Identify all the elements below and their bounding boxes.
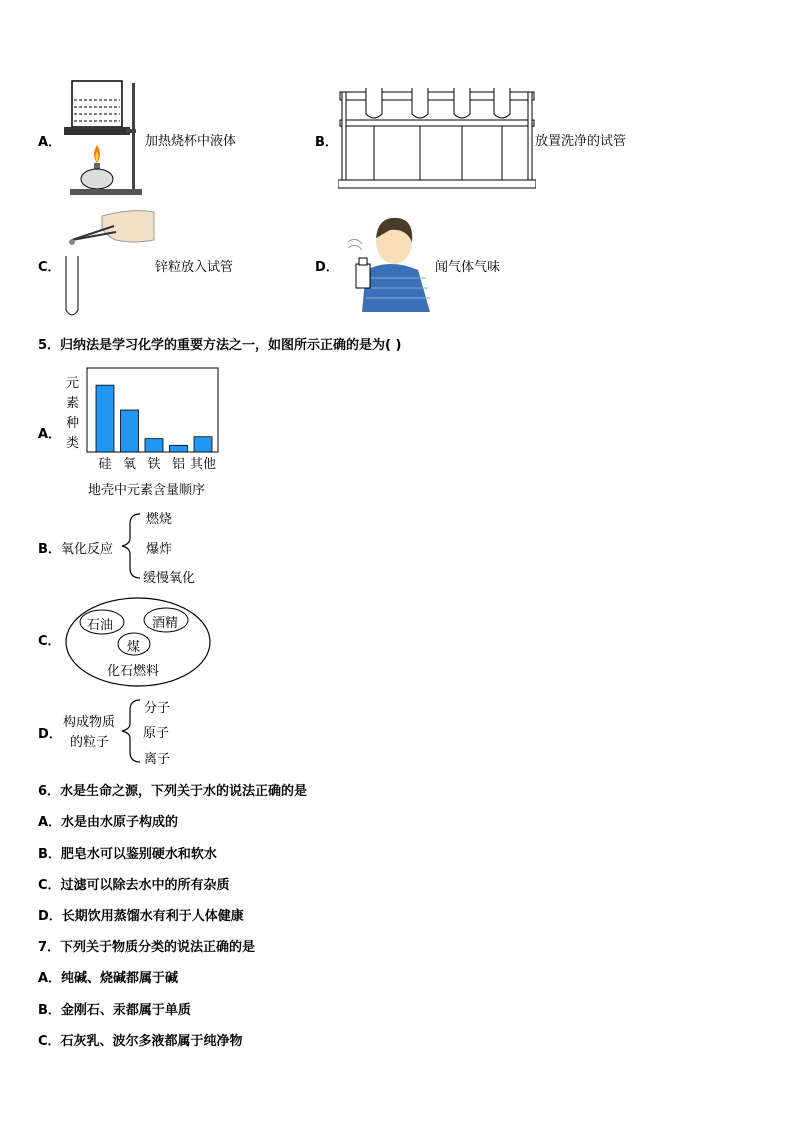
q5-option-b-label: B．	[38, 542, 61, 557]
bar-3	[170, 445, 188, 452]
q4-option-a-label: A．	[38, 135, 62, 150]
y-label-char: 元	[66, 376, 80, 391]
fossil-fuel-caption: 化石燃料	[107, 664, 160, 679]
left-brace	[118, 696, 144, 766]
fuel-item: 石油	[87, 618, 114, 633]
q4-option-b-caption: 放置洗净的试管	[535, 134, 627, 149]
q4-option-a-caption: 加热烧杯中液体	[145, 134, 237, 149]
q6-option: D．长期饮用蒸馏水有利于人体健康	[38, 909, 244, 924]
q5-option-d-label: D．	[38, 727, 62, 742]
brace-item: 离子	[144, 752, 171, 767]
x-tick-label: 铝	[171, 457, 186, 472]
x-tick-label: 铁	[147, 457, 161, 472]
bar-4	[194, 437, 212, 452]
brace-item: 原子	[143, 726, 170, 741]
left-brace	[118, 510, 144, 582]
brace-item: 燃烧	[146, 512, 173, 527]
q5-stem: 5．归纳法是学习化学的重要方法之一，如图所示正确的是为( )	[38, 338, 402, 353]
q5-option-a-label: A．	[38, 427, 62, 442]
bar-1	[121, 410, 139, 452]
q5-option-c-label: C．	[38, 634, 61, 649]
bar-2	[145, 439, 163, 452]
brace-item: 缓慢氧化	[143, 571, 196, 586]
crust-element-bar-chart	[80, 364, 230, 474]
oxidation-root: 氧化反应	[61, 542, 114, 557]
q7-option: C．石灰乳、波尔多液都属于纯净物	[38, 1034, 243, 1049]
zinc-into-tube-illustration	[62, 206, 157, 322]
q4-option-d-label: D．	[315, 260, 339, 275]
bar-0	[96, 385, 114, 452]
x-tick-label: 氧	[122, 457, 137, 472]
q7-option: A．纯碱、烧碱都属于碱	[38, 971, 179, 986]
heating-beaker-illustration	[60, 75, 150, 200]
chart-caption: 地壳中元素含量顺序	[88, 483, 206, 498]
fuel-item: 酒精	[152, 616, 179, 631]
particles-root-line2: 的粒子	[70, 735, 110, 750]
q4-option-c-label: C．	[38, 260, 61, 275]
q6-stem: 6．水是生命之源，下列关于水的说法正确的是	[38, 784, 308, 799]
q4-option-b-label: B．	[315, 135, 338, 150]
q6-option: A．水是由水原子构成的	[38, 815, 179, 830]
particles-root-line1: 构成物质	[63, 715, 116, 730]
y-label-char: 种	[66, 416, 80, 431]
brace-item: 分子	[144, 701, 171, 716]
q6-option: B．肥皂水可以鉴别硬水和软水	[38, 847, 217, 862]
y-label-char: 类	[66, 436, 80, 451]
smelling-gas-illustration	[342, 212, 434, 314]
x-tick-label: 硅	[98, 457, 112, 472]
q7-stem: 7．下列关于物质分类的说法正确的是	[38, 940, 256, 955]
q4-option-c-caption: 锌粒放入试管	[155, 260, 234, 275]
y-label-char: 素	[66, 396, 80, 411]
test-tube-rack-illustration	[338, 84, 536, 192]
brace-item: 爆炸	[146, 542, 173, 557]
fuel-item: 煤	[127, 640, 141, 655]
q4-option-d-caption: 闻气体气味	[435, 260, 501, 275]
q6-option: C．过滤可以除去水中的所有杂质	[38, 878, 230, 893]
chart-y-axis-label	[66, 374, 80, 454]
x-tick-label: 其他	[189, 457, 217, 472]
q7-option: B．金刚石、汞都属于单质	[38, 1003, 191, 1018]
